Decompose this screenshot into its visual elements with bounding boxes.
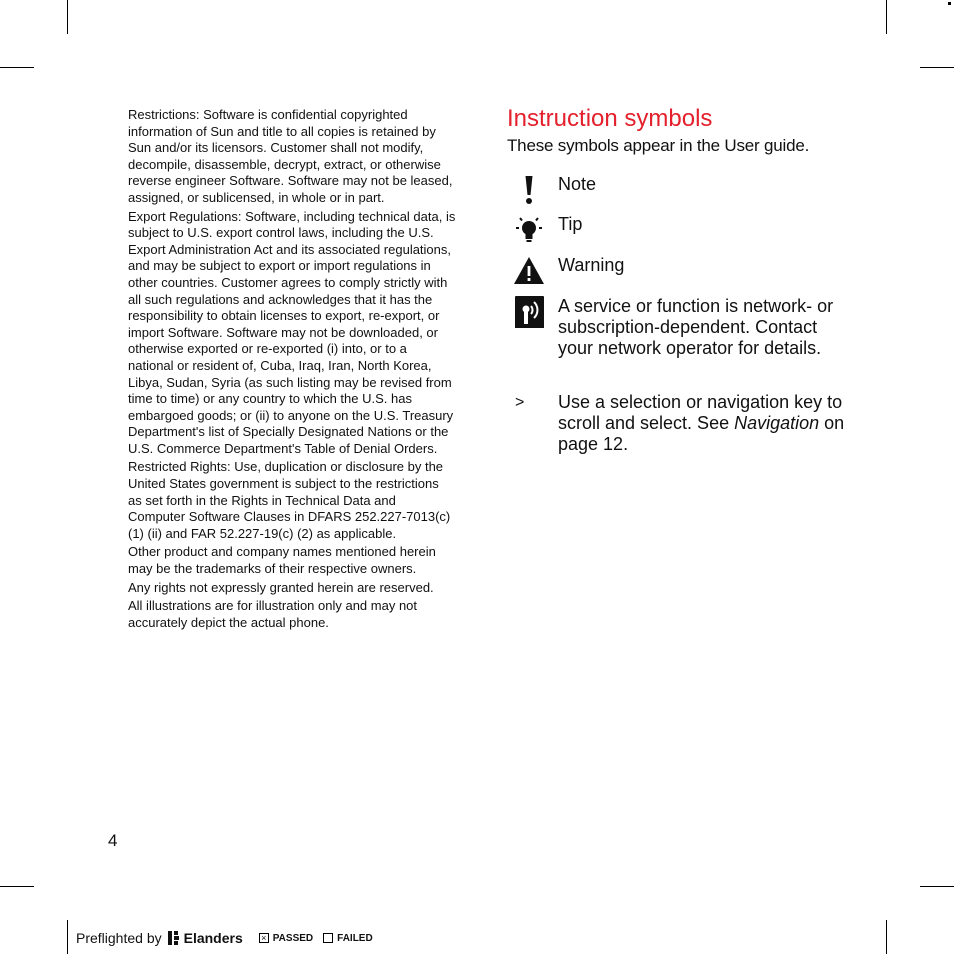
legal-paragraph-trademarks: Other product and company names mentioned herein may be the trademarks of their respective owners. <box>128 544 436 577</box>
symbol-label: Note <box>558 174 597 194</box>
network-service-icon <box>513 296 545 328</box>
crop-mark <box>886 0 887 34</box>
elanders-brand: Elanders <box>183 930 243 946</box>
exclamation-icon <box>513 174 545 206</box>
crop-mark <box>886 920 887 954</box>
legal-paragraph-rights-reserved: Any rights not expressly granted herein are reserved. <box>128 579 434 595</box>
legal-paragraph-restrictions: Restrictions: Software is confidential copyrighted information of Sun and title to all copies is retained by Sun and/or its licensors. Customer shall not modify, decompile, disassemble, decrypt, extract, or otherwise reverse engineer Software. Software may not be leased, assigned, or sublicensed, in whole or in part. <box>128 107 453 205</box>
legal-paragraph-export: Export Regulations: Software, including technical data, is subject to U.S. export control laws, including the U.S. Export Administration Act and its associated regulations, and may be subject to export or import regulations in other countries. Customer agrees to comply strictly with all such regulations and acknowledges that it has the responsibility to obtain licenses to export, re-export, or import Software. Software may not be downloaded, or otherwise exported or re-exported (i) into, or to a national or resident of, Cuba, Iraq, Iran, North Korea, Libya, Sudan, Syria (as such listing may be revised from time to time) or any country to which the U.S. has embargoed goods; or (ii) to anyone on the U.S. Treasury Department's list of Specially Designated Nations or the U.S. Commerce Department's Table of Denial Orders. <box>128 208 456 456</box>
legal-paragraph-illustrations: All illustrations are for illustration only and may not accurately depict the actual phone. <box>128 598 418 630</box>
navigation-text-before: Use a selection or navigation key to scroll and select. See <box>558 392 843 433</box>
symbol-description: A service or function is network- or subscription-dependent. Contact your network operator for details. <box>558 296 834 358</box>
elanders-logo-icon <box>168 931 180 945</box>
crop-mark <box>920 886 954 887</box>
warning-triangle-icon <box>513 255 545 287</box>
crop-mark <box>920 67 954 68</box>
crop-mark <box>67 920 68 954</box>
page-number: 4 <box>108 831 118 850</box>
legal-text-column <box>128 107 456 633</box>
lightbulb-icon <box>513 214 545 246</box>
passed-label: PASSED <box>272 932 314 944</box>
preflight-footer <box>76 928 373 948</box>
preflighted-by-label: Preflighted by <box>76 930 162 946</box>
crop-mark <box>67 0 68 34</box>
failed-checkbox <box>323 933 333 943</box>
failed-label: FAILED <box>337 932 373 944</box>
instruction-symbols-section <box>507 104 847 454</box>
crop-mark <box>0 67 34 68</box>
symbol-label: Warning <box>558 255 625 275</box>
symbol-description <box>558 392 848 455</box>
section-intro: These symbols appear in the User guide. <box>507 136 810 155</box>
passed-checkbox: × <box>259 933 269 943</box>
crop-mark <box>0 886 34 887</box>
navigation-text-after: on page 12. <box>558 413 845 454</box>
greater-than-icon: > <box>515 394 525 411</box>
navigation-link-text: Navigation <box>734 413 820 433</box>
symbol-label: Tip <box>558 214 583 234</box>
registration-dot <box>948 2 951 5</box>
legal-paragraph-restricted-rights: Restricted Rights: Use, duplication or disclosure by the United States government is subject to the restrictions as set forth in the Rights in Technical Data and Computer Software Clauses in DFARS 252.227-7013(c) (1) (ii) and FAR 52.227-19(c) (2) as applicable. <box>128 459 451 541</box>
section-heading: Instruction symbols <box>507 105 713 132</box>
